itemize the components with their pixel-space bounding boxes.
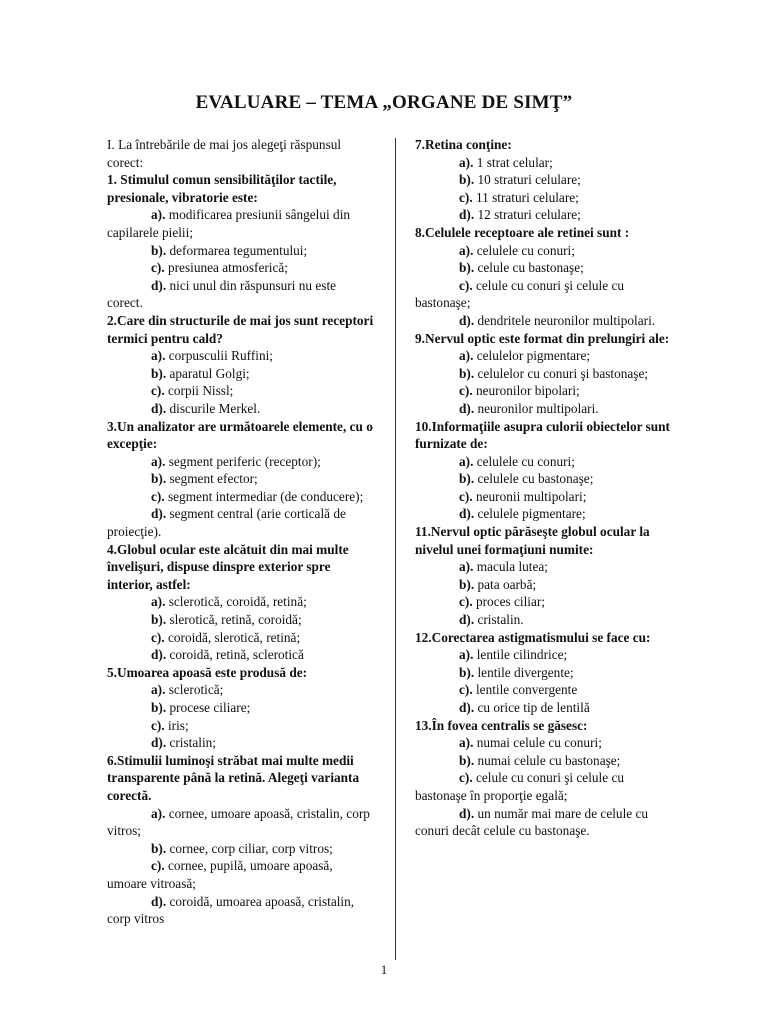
column-divider <box>395 138 396 960</box>
answer-option <box>107 681 375 699</box>
option-letter: b). <box>459 260 475 276</box>
question-item <box>415 330 677 418</box>
option-text: cornee, pupilă, umoare apoasă, umoare vitroasă; <box>107 858 333 891</box>
answer-option <box>415 206 677 224</box>
option-letter: c). <box>459 189 473 205</box>
answer-option <box>415 259 677 277</box>
question-item <box>107 664 375 752</box>
option-letter: b). <box>151 612 167 628</box>
option-letter: c). <box>459 682 473 698</box>
answer-option <box>415 805 677 840</box>
option-letter: c). <box>459 770 473 786</box>
answer-option <box>107 365 375 383</box>
option-letter: a). <box>151 207 166 223</box>
option-text: lentile convergente <box>472 682 578 698</box>
answer-option <box>415 646 677 664</box>
option-letter: d). <box>151 400 167 416</box>
answer-option <box>107 470 375 488</box>
option-text: celule cu conuri şi celule cu bastonaşe în proporţie egală; <box>415 770 625 803</box>
option-letter: d). <box>151 506 167 522</box>
option-letter: b). <box>151 471 167 487</box>
answer-option <box>415 681 677 699</box>
option-text: neuronilor bipolari; <box>472 383 580 399</box>
question-text: 3.Un analizator are următoarele elemente, cu o excepţie: <box>107 418 373 452</box>
option-text: cornee, corp ciliar, corp vitros; <box>166 840 333 856</box>
answer-option <box>107 242 375 260</box>
option-letter: b). <box>151 700 167 715</box>
option-text: presiunea atmosferică; <box>164 260 288 276</box>
answer-option <box>415 558 677 576</box>
option-text: sclerotică; <box>165 682 224 698</box>
answer-option <box>415 400 677 418</box>
option-text: proces ciliar; <box>472 594 546 610</box>
option-text: 10 straturi celulare; <box>474 172 581 188</box>
option-text: numai celule cu bastonaşe; <box>474 752 621 768</box>
question-item <box>415 418 677 524</box>
answer-option <box>107 717 375 735</box>
answer-option <box>415 505 677 523</box>
answer-option <box>107 893 375 928</box>
option-letter: d). <box>151 277 167 293</box>
option-text: segment central (arie corticală de proiecţie). <box>107 506 346 540</box>
page-number: 1 <box>380 962 388 977</box>
option-letter: a). <box>459 647 474 663</box>
answer-option <box>415 593 677 611</box>
answer-option <box>415 699 677 717</box>
option-letter: c). <box>151 858 165 874</box>
option-text: cornee, umoare apoasă, cristalin, corp vitros; <box>107 805 370 839</box>
right-question-list <box>415 136 677 840</box>
option-text: cu orice tip de lentilă <box>474 700 590 715</box>
option-letter: a). <box>459 154 474 170</box>
option-text: celulele cu bastonaşe; <box>474 471 594 487</box>
question-text: 9.Nervul optic este format din prelungiri ale: <box>415 330 670 346</box>
option-text: segment efector; <box>166 471 258 487</box>
question-item <box>107 418 375 541</box>
answer-option <box>415 488 677 506</box>
option-letter: d). <box>459 506 475 522</box>
option-letter: a). <box>459 453 474 469</box>
left-column <box>107 136 375 928</box>
option-text: iris; <box>164 717 189 733</box>
question-item <box>107 171 375 312</box>
option-text: lentile cilindrice; <box>473 647 568 663</box>
question-item <box>107 752 375 928</box>
answer-option <box>415 576 677 594</box>
option-text: sclerotică, coroidă, retină; <box>165 594 307 610</box>
right-column <box>415 136 677 840</box>
option-text: modificarea presiunii sângelui din capilarele pielii; <box>107 207 351 240</box>
answer-option <box>107 259 375 277</box>
answer-option <box>107 646 375 664</box>
option-text: neuronii multipolari; <box>472 488 587 504</box>
option-letter: d). <box>459 700 475 715</box>
question-item <box>415 629 677 717</box>
question-item <box>107 541 375 664</box>
option-text: coroidă, slerotică, retină; <box>164 629 301 645</box>
option-letter: b). <box>151 242 167 258</box>
option-letter: b). <box>459 664 475 680</box>
answer-option <box>415 752 677 770</box>
option-letter: a). <box>151 805 166 821</box>
answer-option <box>415 453 677 471</box>
option-text: deformarea tegumentului; <box>166 242 308 258</box>
option-text: discurile Merkel. <box>166 400 261 416</box>
answer-option <box>107 699 375 717</box>
option-letter: a). <box>151 453 166 469</box>
question-item <box>415 717 677 840</box>
option-text: celulelor pigmentare; <box>473 348 591 364</box>
option-text: coroidă, retină, sclerotică <box>166 647 304 663</box>
option-letter: c). <box>459 594 473 610</box>
question-item <box>415 523 677 629</box>
option-letter: a). <box>151 682 166 698</box>
answer-option <box>415 470 677 488</box>
option-letter: a). <box>151 348 166 364</box>
option-letter: d). <box>151 647 167 663</box>
answer-option <box>107 611 375 629</box>
option-text: pata oarbă; <box>474 576 537 592</box>
answer-option <box>107 505 375 540</box>
answer-option <box>107 277 375 312</box>
option-text: 11 straturi celulare; <box>472 189 579 205</box>
question-text: 11.Nervul optic părăseşte globul ocular la nivelul unei formaţiuni numite: <box>415 524 650 557</box>
option-text: celulele cu conuri; <box>473 453 575 469</box>
option-text: macula lutea; <box>473 559 548 575</box>
answer-option <box>415 365 677 383</box>
option-text: cristalin; <box>166 735 217 751</box>
option-text: segment periferic (receptor); <box>165 453 321 469</box>
option-letter: b). <box>459 576 475 592</box>
question-text: 10.Informaţiile asupra culorii obiectelor sunt furnizate de: <box>415 418 670 452</box>
option-text: un număr mai mare de celule cu conuri decât celule cu bastonaşe. <box>415 805 649 839</box>
option-text: celulele cu conuri; <box>473 242 575 258</box>
option-letter: d). <box>459 207 475 223</box>
option-text: nici unul din răspunsuri nu este corect. <box>107 277 337 311</box>
answer-option <box>107 488 375 506</box>
answer-option <box>107 206 375 241</box>
answer-option <box>415 277 677 312</box>
option-letter: b). <box>151 365 167 381</box>
answer-option <box>107 734 375 752</box>
answer-option <box>107 840 375 858</box>
option-letter: c). <box>151 717 165 733</box>
answer-option <box>107 382 375 400</box>
option-text: lentile divergente; <box>474 664 574 680</box>
option-letter: d). <box>459 805 475 821</box>
answer-option <box>107 347 375 365</box>
option-letter: b). <box>151 840 167 856</box>
answer-option <box>107 805 375 840</box>
option-text: dendritele neuronilor multipolari. <box>474 312 656 328</box>
option-letter: c). <box>459 277 473 293</box>
answer-option <box>415 382 677 400</box>
option-letter: a). <box>459 735 474 751</box>
question-text: 2.Care din structurile de mai jos sunt receptori termici pentru cald? <box>107 312 374 346</box>
answer-option <box>415 189 677 207</box>
question-text: 7.Retina conţine: <box>415 137 512 152</box>
option-letter: c). <box>459 383 473 399</box>
option-text: celule cu conuri şi celule cu bastonaşe; <box>415 277 625 311</box>
option-letter: d). <box>459 400 475 416</box>
option-text: corpii Nissl; <box>164 383 234 399</box>
option-letter: a). <box>151 594 166 610</box>
option-text: celulele pigmentare; <box>474 506 586 522</box>
option-text: segment intermediar (de conducere); <box>164 488 364 504</box>
answer-option <box>107 629 375 647</box>
option-text: celulelor cu conuri şi bastonaşe; <box>474 365 649 381</box>
option-letter: d). <box>151 735 167 751</box>
answer-option <box>415 347 677 365</box>
option-letter: d). <box>151 893 167 909</box>
option-letter: b). <box>459 172 475 188</box>
question-text: 12.Corectarea astigmatismului se face cu: <box>415 629 651 645</box>
option-text: 1 strat celular; <box>473 154 553 170</box>
option-text: slerotică, retină, coroidă; <box>166 612 302 628</box>
option-text: numai celule cu conuri; <box>473 735 602 751</box>
option-letter: c). <box>459 488 473 504</box>
answer-option <box>415 734 677 752</box>
answer-option <box>415 171 677 189</box>
option-letter: d). <box>459 612 475 628</box>
option-letter: c). <box>151 488 165 504</box>
option-letter: b). <box>459 365 475 381</box>
option-letter: b). <box>459 752 475 768</box>
left-question-list <box>107 171 375 928</box>
option-text: 12 straturi celulare; <box>474 207 581 223</box>
answer-option <box>415 154 677 172</box>
option-text: corpusculii Ruffini; <box>165 348 274 364</box>
option-letter: c). <box>151 629 165 645</box>
question-text: 4.Globul ocular este alcătuit din mai multe învelişuri, dispuse dinspre exterior spre interior, astfel: <box>107 541 349 592</box>
answer-option <box>107 593 375 611</box>
answer-option <box>415 664 677 682</box>
question-text: 5.Umoarea apoasă este produsă de: <box>107 664 308 680</box>
option-letter: a). <box>459 559 474 575</box>
option-letter: b). <box>459 471 475 487</box>
document-title: EVALUARE – TEMA „ORGANE DE SIMŢ” <box>195 92 573 113</box>
option-text: coroidă, umoarea apoasă, cristalin, corp vitros <box>107 893 355 927</box>
option-text: neuronilor multipolari. <box>474 400 599 416</box>
answer-option <box>415 242 677 260</box>
question-item <box>107 312 375 418</box>
option-text: cristalin. <box>474 612 524 628</box>
instructions: I. La întrebările de mai jos alegeţi răspunsul corect: <box>107 137 342 170</box>
question-text: 6.Stimulii luminoşi străbat mai multe medii transparente până la retină. Alegeţi varianta corectă. <box>107 752 360 803</box>
option-letter: d). <box>459 312 475 328</box>
answer-option <box>415 312 677 330</box>
option-letter: c). <box>151 383 165 399</box>
option-letter: a). <box>459 348 474 364</box>
option-text: aparatul Golgi; <box>166 365 250 381</box>
answer-option <box>415 611 677 629</box>
question-item <box>415 136 677 224</box>
option-letter: a). <box>459 242 474 258</box>
answer-option <box>415 769 677 804</box>
option-letter: c). <box>151 260 165 276</box>
answer-option <box>107 857 375 892</box>
question-text: 8.Celulele receptoare ale retinei sunt : <box>415 224 630 240</box>
question-item <box>415 224 677 330</box>
question-text: 1. Stimulul comun sensibilităţilor tactile, presionale, vibratorie este: <box>107 172 337 205</box>
option-text: celule cu bastonaşe; <box>474 260 584 276</box>
question-text: 13.În fovea centralis se găsesc: <box>415 717 588 733</box>
answer-option <box>107 400 375 418</box>
option-text: procese ciliare; <box>166 700 251 715</box>
answer-option <box>107 453 375 471</box>
